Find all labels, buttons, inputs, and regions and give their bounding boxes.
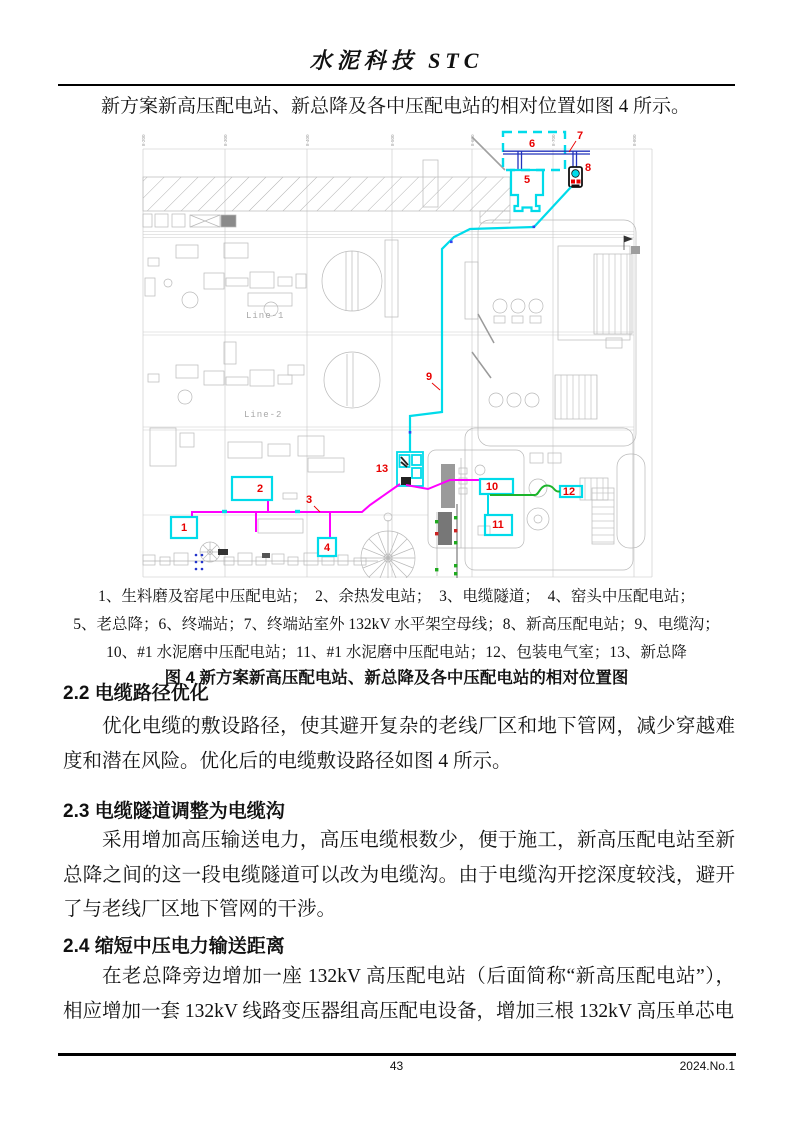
line-1-label: Line-1 <box>246 311 285 321</box>
journal-title: 水泥科技 STC <box>309 48 484 73</box>
figure-map <box>128 128 658 578</box>
section-2-3-paragraph: 采用增加高压输送电力，高压电缆根数少，便于施工，新高压配电站至新总降之间的这一段电缆隧道可以改为电缆沟。由于电缆沟开挖深度较浅，避开了与老线厂区地下管网的干涉。 <box>63 830 735 920</box>
axis-label-8-700: 8-700 <box>551 134 556 146</box>
intro-paragraph: 新方案新高压配电站、新总降及各中压配电站的相对位置如图 4 所示。 <box>101 96 691 117</box>
map-marker-6: 6 <box>528 138 536 150</box>
section-2-2-heading: 2.2 电缆路径优化 <box>63 683 209 704</box>
figure-caption: 图 4 新方案新高压配电站、新总降及各中压配电站的相对位置图 <box>164 669 629 687</box>
cable-trench-route-9 <box>409 187 571 452</box>
map-marker-12: 12 <box>562 486 576 498</box>
axis-label-8-800: 8-800 <box>632 134 637 146</box>
map-marker-1: 1 <box>180 522 188 534</box>
axis-label-8-500: 8-500 <box>390 134 395 146</box>
map-marker-3: 3 <box>305 494 313 506</box>
map-marker-4: 4 <box>323 542 331 554</box>
map-axis-labels <box>141 134 637 146</box>
map-marker-11: 11 <box>492 519 504 531</box>
map-marker-5: 5 <box>523 174 531 186</box>
substation-boxes <box>171 477 582 556</box>
axis-label-8-400: 8-400 <box>305 134 310 146</box>
line-labels <box>244 311 284 420</box>
map-marker-10: 10 <box>485 481 499 493</box>
figure-legend-line-3: 10、#1 水泥磨中压配电站；11、#1 水泥磨中压配电站；12、包装电气室；13、新总降 <box>106 644 687 661</box>
new-main-substation-13-cluster <box>397 452 423 486</box>
figure-legend-line-2: 5、老总降；6、终端站；7、终端站室外 132kV 水平架空母线；8、新高压配电站；9、电缆沟； <box>73 616 720 633</box>
footer-rule <box>58 1053 736 1056</box>
page-number: 43 <box>389 1059 404 1073</box>
section-2-3-heading: 2.3 电缆隧道调整为电缆沟 <box>63 801 285 822</box>
map-marker-9-leader <box>432 383 440 390</box>
map-marker-7-leader <box>569 141 576 152</box>
map-marker-13: 13 <box>375 463 389 475</box>
map-svg <box>128 128 658 578</box>
axis-label-8-300: 8-300 <box>223 134 228 146</box>
axis-label-8-200: 8-200 <box>141 134 146 146</box>
issue-label: 2024.No.1 <box>679 1059 735 1073</box>
map-marker-7: 7 <box>576 130 584 142</box>
figure-legend-line-1: 1、生料磨及窑尾中压配电站； 2、余热发电站； 3、电缆隧道； 4、窑头中压配电站； <box>98 588 695 605</box>
section-2-4-paragraph: 在老总降旁边增加一座 132kV 高压配电站（后面简称“新高压配电站”），相应增加一套 132kV 线路变压器组高压配电设备，增加三根 132kV 高压单芯电 <box>63 966 735 1022</box>
map-marker-2: 2 <box>256 483 264 495</box>
new-hv-substation-8-symbol <box>569 167 582 187</box>
map-marker-8: 8 <box>584 162 592 174</box>
section-2-4-heading: 2.4 缩短中压电力输送距离 <box>63 936 285 957</box>
section-2-2-paragraph: 优化电缆的敷设路径，使其避开复杂的老线厂区和地下管网，减少穿越难度和潜在风险。优化后的电缆敷设路径如图 4 所示。 <box>63 716 735 772</box>
line-2-label: Line-2 <box>244 410 283 420</box>
axis-label-8-600: 8-600 <box>470 134 475 146</box>
map-marker-9: 9 <box>425 371 433 383</box>
header-rule <box>58 84 735 86</box>
